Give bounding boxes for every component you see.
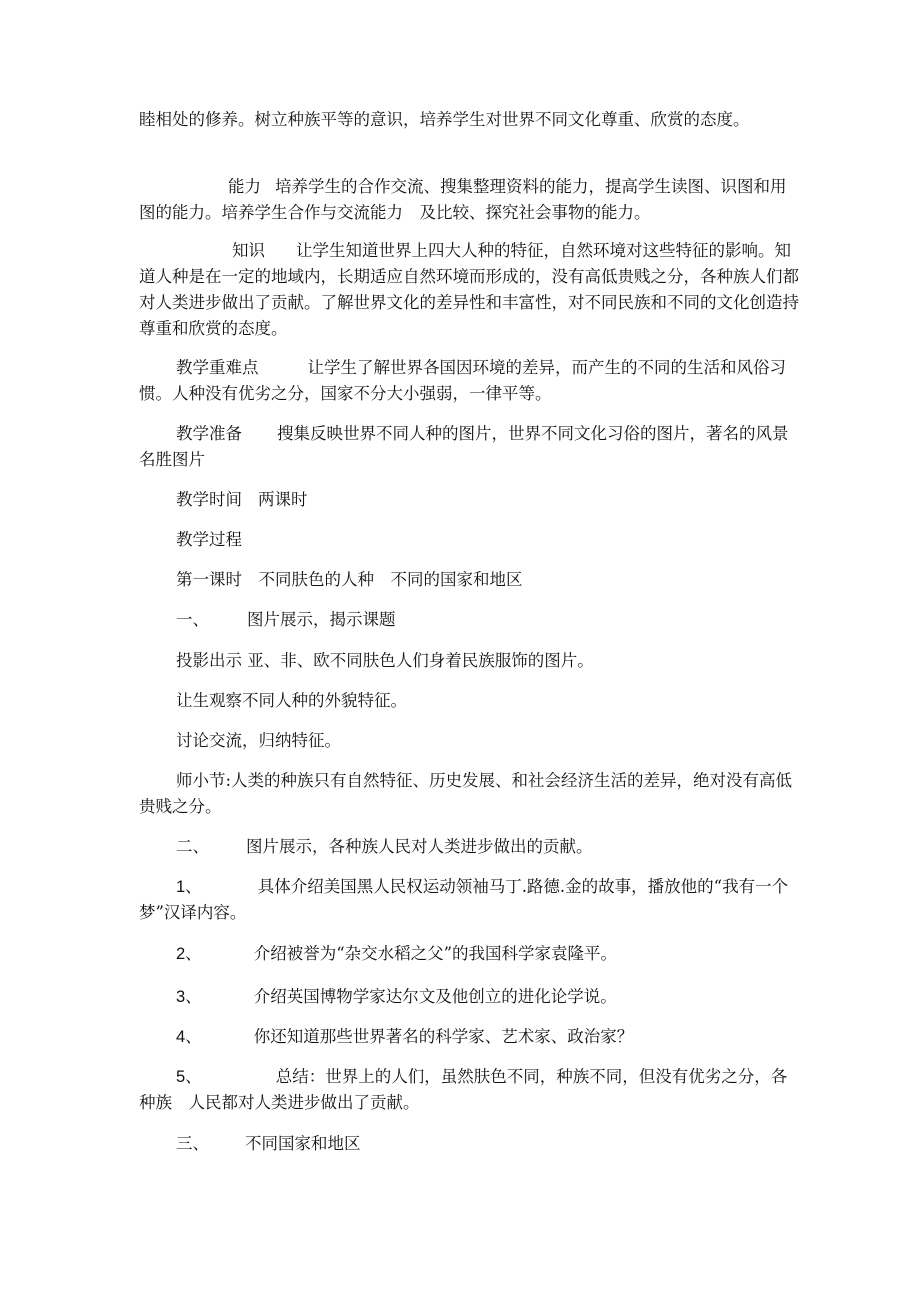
paragraph-key-points [139, 355, 801, 407]
list-heading-three [139, 1131, 801, 1157]
paragraph-text: 睦相处的修养。树立种族平等的意识，培养学生对世界不同文化尊重、欣赏的态度。 [139, 110, 750, 129]
paragraph-text: 具体介绍美国黑人民权运动领袖马丁.路德.金的故事，播放他的“我有一个梦”汉译内容。 [139, 877, 789, 922]
paragraph-text: 教学过程 [176, 530, 242, 549]
paragraph-text: 两课时 [258, 490, 308, 509]
list-item-1 [139, 874, 801, 926]
paragraph-text: 不同国家和地区 [245, 1134, 361, 1153]
list-marker: 3、 [176, 988, 202, 1006]
paragraph-label: 教学重难点 [176, 358, 259, 377]
list-marker: 1、 [176, 878, 202, 896]
list-item-3 [139, 984, 801, 1010]
paragraph-text: 图片展示，揭示课题 [247, 610, 396, 629]
paragraph-goals-ability [139, 174, 801, 226]
paragraph-text: 培养学生的合作交流、搜集整理资料的能力，提高学生读图、识图和用图的能力。培养学生合作与交流能力 及比较、探究社会事物的能力。 [139, 177, 787, 222]
paragraph-text: 第一课时 不同肤色的人种 不同的国家和地区 [176, 570, 523, 589]
paragraph-label: 知识 [232, 241, 265, 260]
paragraph-goals-knowledge [139, 238, 801, 342]
paragraph-text: 让学生了解世界各国因环境的差异，而产生的不同的生活和风俗习惯。人种没有优劣之分，国家不分大小强弱，一律平等。 [139, 358, 786, 403]
paragraph-teaching-time [139, 487, 801, 513]
list-marker: 二、 [176, 837, 209, 856]
list-item-4 [139, 1024, 801, 1050]
paragraph-label: 能力 [228, 177, 261, 196]
paragraph-text: 师小节:人类的种族只有自然特征、历史发展、和社会经济生活的差异，绝对没有高低贵贱之分。 [139, 771, 793, 816]
paragraph-text: 图片展示，各种族人民对人类进步做出的贡献。 [246, 837, 593, 856]
section-heading-lesson-one [139, 567, 801, 593]
paragraph-projection [139, 648, 801, 674]
paragraph-label: 教学时间 [176, 490, 242, 509]
list-item-2 [139, 941, 801, 967]
paragraph-text: 介绍英国博物学家达尔文及他创立的进化论学说。 [253, 987, 617, 1006]
list-marker: 一、 [176, 610, 209, 629]
paragraph-goals-attitude [139, 107, 801, 133]
paragraph-text: 让生观察不同人种的外貌特征。 [176, 691, 407, 710]
paragraph-text: 介绍被誉为“杂交水稻之父”的我国科学家袁隆平。 [253, 944, 618, 963]
paragraph-teacher-summary [139, 768, 801, 820]
list-marker: 三、 [176, 1134, 209, 1153]
paragraph-text: 总结：世界上的人们，虽然肤色不同，种族不同，但没有优劣之分，各种族 人民都对人类进步做出了贡献。 [139, 1067, 788, 1112]
paragraph-text: 你还知道那些世界著名的科学家、艺术家、政治家？ [253, 1027, 634, 1046]
list-marker: 4、 [176, 1028, 202, 1046]
list-heading-one [139, 607, 801, 633]
paragraph-text: 投影出示 亚、非、欧不同肤色人们身着民族服饰的图片。 [176, 651, 594, 670]
paragraph-text: 让学生知道世界上四大人种的特征，自然环境对这些特征的影响。知道人种是在一定的地域内，长期适应自然环境而形成的，没有高低贵贱之分，各种族人们都对人类进步做出了贡献。了解世界文化的差异性和丰富性，对不同民族和不同的文化创造持尊重和欣赏的态度。 [139, 241, 799, 338]
paragraph-label: 教学准备 [176, 424, 242, 443]
paragraph-text: 搜集反映世界不同人种的图片，世界不同文化习俗的图片，著名的风景名胜图片 [139, 424, 789, 469]
paragraph-observe [139, 688, 801, 714]
list-heading-two [139, 834, 801, 860]
list-item-5 [139, 1064, 801, 1116]
list-marker: 2、 [176, 945, 202, 963]
section-heading-process [139, 527, 801, 553]
paragraph-preparation [139, 421, 801, 473]
paragraph-discuss [139, 728, 801, 754]
paragraph-text: 讨论交流，归纳特征。 [176, 731, 341, 750]
list-marker: 5、 [176, 1068, 202, 1086]
